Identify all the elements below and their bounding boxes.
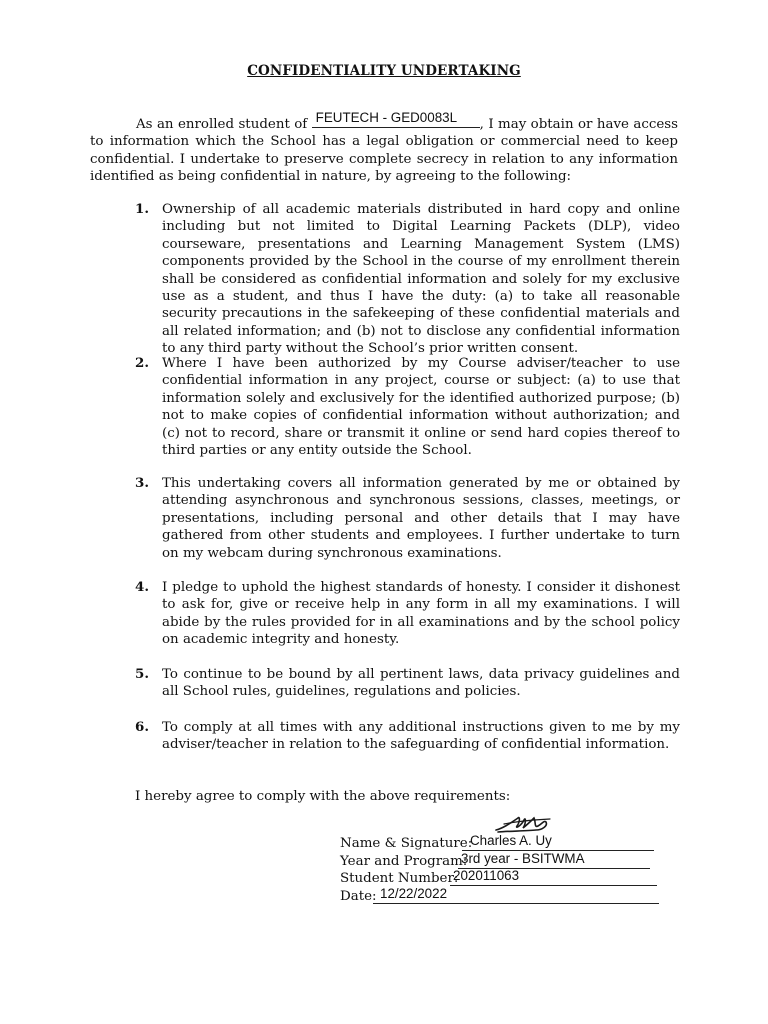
list-item-number: 3. [135, 475, 149, 491]
course-field [312, 109, 480, 128]
year-program-value: 3rd year - BSITWMA [461, 850, 585, 866]
agreement-statement: I hereby agree to comply with the above requirements: [135, 789, 511, 804]
signature-block [340, 830, 670, 906]
list-item-number: 1. [135, 201, 149, 217]
list-item-number: 6. [135, 719, 149, 735]
name-value: Charles A. Uy [470, 833, 552, 848]
intro-before: As an enrolled student of [136, 117, 312, 132]
list-item [135, 666, 680, 701]
list-item-text: Ownership of all academic materials distributed in hard copy and online including but not limited to Digital Learning Packets (DLP), video courseware, presentations and Learning Management System (LMS) components provided by the School in the course of my enrollment therein shall be considered as confidential information and solely for my exclusive use as a student, and thus I have the duty: (a) to take all reasonable security precautions in the safekeeping of these confidential materials and all related information; and (b) not to disclose any confidential information to any third party without the School’s prior written consent. [162, 202, 680, 357]
student-number-value: 202011063 [453, 868, 520, 883]
list-item-text: I pledge to uphold the highest standards of honesty. I consider it dishonest to ask for, give or receive help in any form in all my examinations. I will abide by the rules provided for in all examinations and by the school policy on academic integrity and honesty. [162, 580, 680, 648]
list-item-text: To comply at all times with any additional instructions given to me by my adviser/teacher in relation to the safeguarding of confidential information. [162, 720, 680, 753]
list-item [135, 201, 680, 358]
list-item-text: Where I have been authorized by my Course adviser/teacher to use confidential information in any project, course or subject: (a) to use that information solely and exclusively for the identified authorized purpose; (b) not to make copies of confidential information without authorization; and (c) not to record, share or transmit it online or send hard copies thereof to third parties or any entity outside the School. [162, 356, 680, 459]
intro-paragraph [90, 109, 678, 186]
list-item-text: This undertaking covers all information generated by me or obtained by attending asynchronous and synchronous sessions, classes, meetings, or presentations, including personal and other details that I may have gathered from other students and employees. I further undertake to turn on my webcam during synchronous examinations. [162, 476, 680, 561]
list-item [135, 355, 680, 459]
list-item-number: 4. [135, 579, 149, 595]
date-value: 12/22/2022 [380, 885, 448, 901]
list-item [135, 579, 680, 649]
list-item-number: 5. [135, 666, 149, 682]
document-title: CONFIDENTIALITY UNDERTAKING [247, 63, 521, 79]
list-item-number: 2. [135, 355, 149, 371]
list-item [135, 719, 680, 754]
student-number-label: Student Number: [340, 871, 459, 886]
date-row [340, 885, 670, 907]
intro-after: , I may obtain or have access to information which the School has a legal obligation or commercial need to keep confidential. I undertake to preserve complete secrecy in relation to any information identified as being confidential in nature, by agreeing to the following: [90, 117, 678, 185]
year-program-label: Year and Program: [340, 853, 468, 869]
list-item-text: To continue to be bound by all pertinent laws, data privacy guidelines and all School rules, guidelines, regulations and policies. [162, 667, 680, 700]
course-value: FEUTECH - GED0083L [315, 109, 458, 125]
date-label: Date: [340, 888, 377, 904]
list-item [135, 475, 680, 562]
name-signature-label: Name & Signature: [340, 836, 473, 851]
